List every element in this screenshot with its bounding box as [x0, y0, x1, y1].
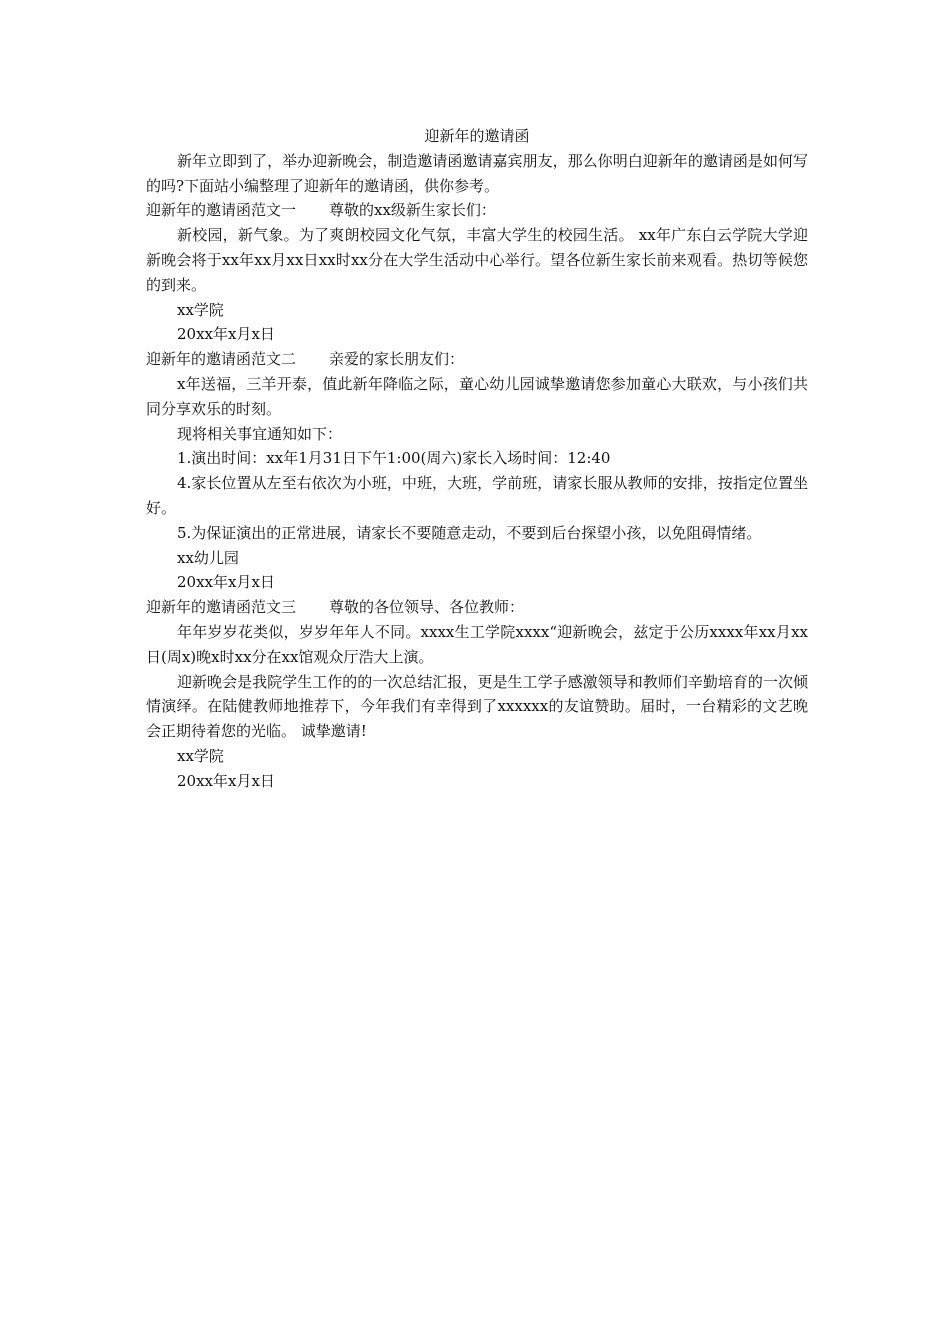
sample2-item1: 1.演出时间：xx年1月31日下午1:00(周六)家长入场时间：12:40: [177, 449, 611, 468]
sample3-heading: 迎新年的邀请函范文三: [146, 598, 297, 617]
sample2-notice: 现将相关事宜通知如下：: [177, 424, 343, 443]
sample2-item5: 5.为保证演出的正常进展，请家长不要随意走动，不要到后台探望小孩，以免阻碍情绪。: [177, 523, 762, 542]
sample2-item4: 4.家长位置从左至右依次为小班，中班，大班，学前班，请家长服从教师的安排，按指定位置坐好。: [146, 474, 808, 517]
sample3-date: 20xx年x月x日: [177, 771, 275, 790]
sample1-body: 新校园，新气象。为了爽朗校园文化气氛，丰富大学生的校园生活。 xx年广东白云学院大学迎新晚会将于xx年xx月xx日xx时xx分在大学生活动中心举行。望各位新生家长前来观看。热切等候您的到来。: [146, 226, 808, 294]
sample2-sign: xx幼儿园: [177, 548, 239, 567]
sample3-body1: 年年岁岁花类似，岁岁年年人不同。xxxx生工学院xxxx“迎新晚会，兹定于公历xxxx年xx月xx日(周x)晚x时xx分在xx馆观众厅浩大上演。: [146, 622, 808, 666]
sample2-heading-line: [146, 347, 808, 372]
sample2-body: x年送福，三羊开泰，值此新年降临之际，童心幼儿园诚挚邀请您参加童心大联欢，与小孩们共同分享欢乐的时刻。: [146, 374, 808, 418]
sample3-heading-line: [146, 595, 808, 620]
document-title: 迎新年的邀请函: [424, 127, 530, 145]
sample2-salutation: 亲爱的家长朋友们：: [329, 350, 465, 369]
intro-paragraph: 新年立即到了，举办迎新晚会，制造邀请函邀请嘉宾朋友，那么你明白迎新年的邀请函是如何写的吗?下面站小编整理了迎新年的邀请函，供你参考。: [146, 151, 808, 195]
document-page: [146, 124, 808, 794]
sample1-heading-line: [146, 198, 808, 223]
sample1-sign: xx学院: [177, 300, 224, 319]
sample2-heading: 迎新年的邀请函范文二: [146, 350, 297, 369]
sample1-salutation: 尊敬的xx级新生家长们：: [329, 201, 496, 220]
sample1-date: 20xx年x月x日: [177, 325, 275, 344]
sample3-salutation: 尊敬的各位领导、各位教师：: [329, 598, 525, 617]
sample3-sign: xx学院: [177, 746, 224, 765]
sample2-date: 20xx年x月x日: [177, 573, 275, 592]
sample1-heading: 迎新年的邀请函范文一: [146, 201, 297, 220]
sample3-body2: 迎新晚会是我院学生工作的的一次总结汇报，更是生工学子感激领导和教师们辛勤培育的一次倾情演绎。在陆健教师地推荐下，今年我们有幸得到了xxxxxx的友谊赞助。届时，一台精彩的文艺晚会正期待着您的光临。 诚挚邀请!: [146, 672, 808, 741]
